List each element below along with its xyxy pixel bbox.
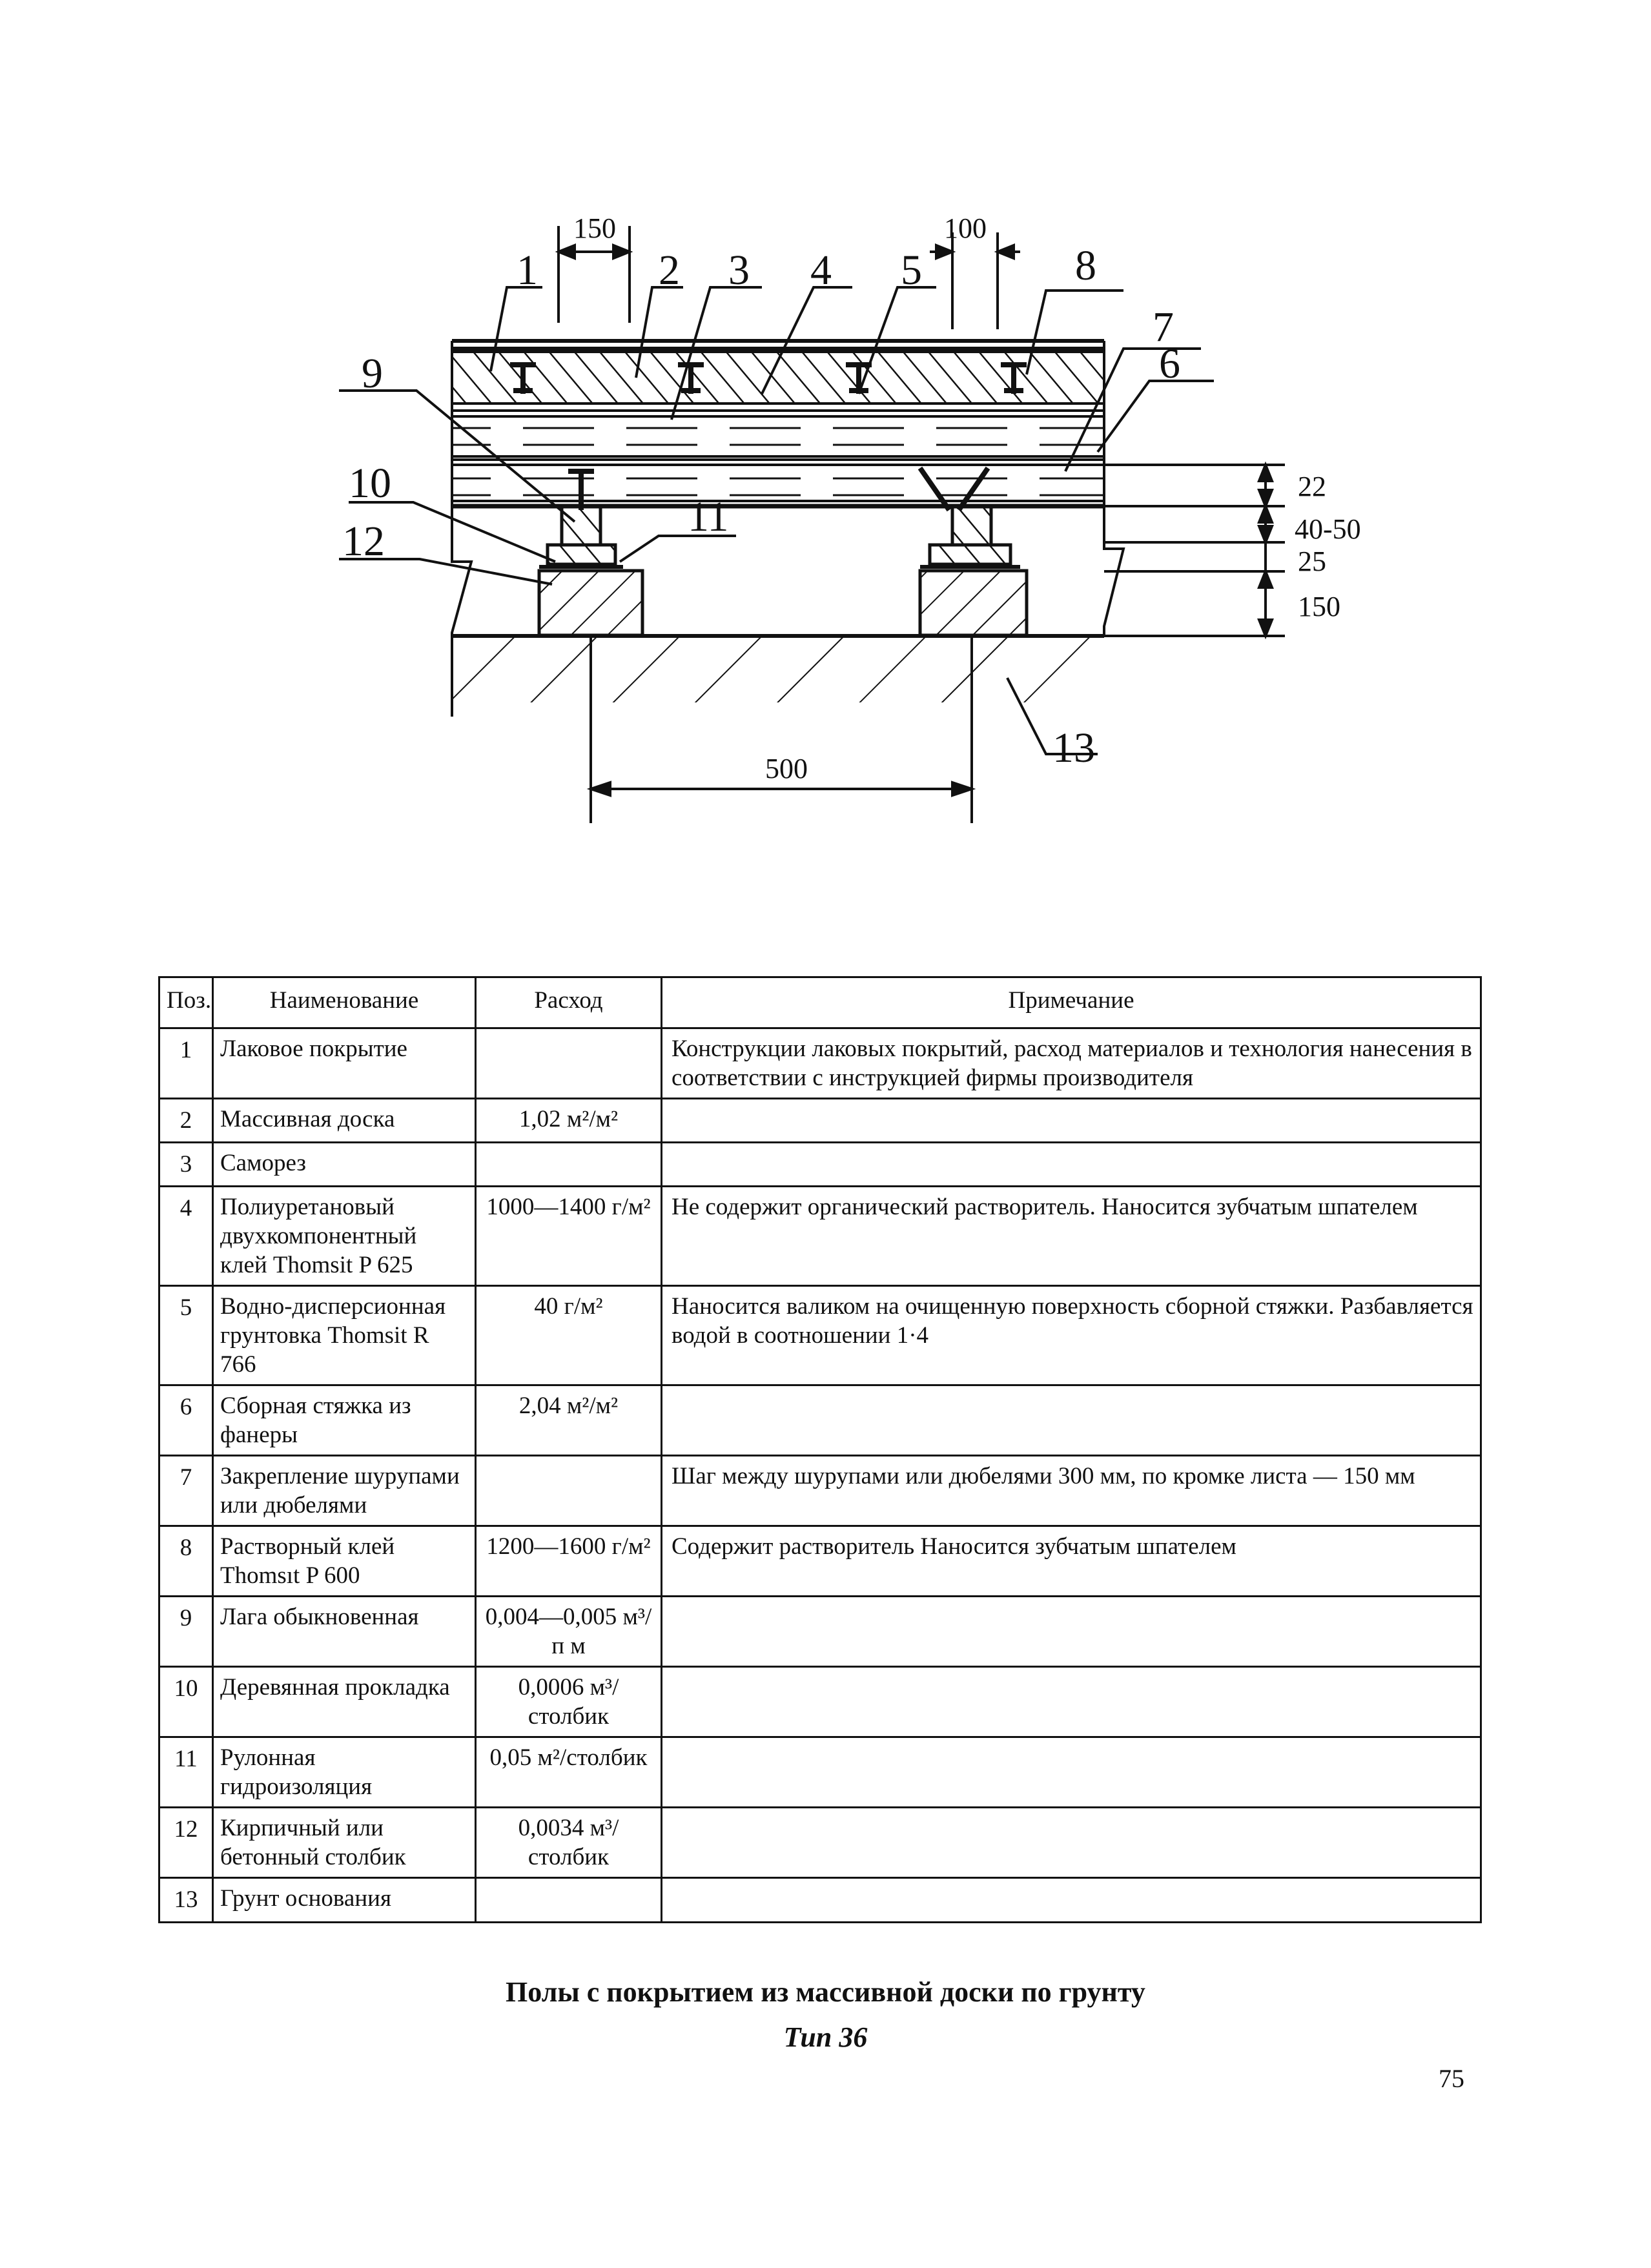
cell-note xyxy=(662,1737,1481,1808)
cell-note xyxy=(662,1385,1481,1456)
callout-7: 7 xyxy=(1153,303,1174,351)
callout-8: 8 xyxy=(1075,242,1096,289)
plywood-screed-upper xyxy=(452,416,1104,456)
cell-name: Растворный клей Thomsıt P 600 xyxy=(213,1526,476,1597)
header-name: Наименование xyxy=(213,977,476,1028)
table-row xyxy=(159,1597,1481,1667)
cell-name: Рулонная гидроизоляция xyxy=(213,1737,476,1808)
cell-pos: 4 xyxy=(159,1187,213,1286)
dimensions xyxy=(559,226,1285,823)
cell-name: Деревянная прокладка xyxy=(213,1667,476,1737)
header-pos: Поз. xyxy=(159,977,213,1028)
dim-25: 25 xyxy=(1298,546,1326,577)
cell-pos: 1 xyxy=(159,1028,213,1099)
callout-10: 10 xyxy=(349,460,391,507)
cell-rate xyxy=(476,1456,662,1526)
table-row xyxy=(159,1737,1481,1808)
cell-rate: 1200—1600 г/м² xyxy=(476,1526,662,1597)
cell-pos: 8 xyxy=(159,1526,213,1597)
specification-table xyxy=(158,976,1482,1923)
cell-rate: 2,04 м²/м² xyxy=(476,1385,662,1456)
cell-rate: 40 г/м² xyxy=(476,1286,662,1385)
callout-9: 9 xyxy=(362,350,383,397)
cell-rate: 1,02 м²/м² xyxy=(476,1099,662,1143)
page-title: Полы с покрытием из массивной доски по грунту xyxy=(506,1976,1145,2008)
cell-note xyxy=(662,1667,1481,1737)
callout-1: 1 xyxy=(517,247,538,294)
cell-pos: 7 xyxy=(159,1456,213,1526)
table-row xyxy=(159,1808,1481,1878)
cell-rate: 0,0006 м³/столбик xyxy=(476,1667,662,1737)
dim-100-top: 100 xyxy=(944,212,987,244)
cell-note: Шаг между шурупами или дюбелями 300 мм, по кромке листа — 150 мм xyxy=(662,1456,1481,1526)
page-subtitle: Тип 36 xyxy=(783,2021,868,2053)
support-right xyxy=(920,506,1027,635)
cell-rate: 0,0034 м³/столбик xyxy=(476,1808,662,1878)
floor-section-drawing xyxy=(0,0,1651,839)
cell-note: Наносится валиком на очищенную поверхность сборной стяжки. Разбавляется водой в соотношении 1·4 xyxy=(662,1286,1481,1385)
cell-name: Лаковое покрытие xyxy=(213,1028,476,1099)
callout-13: 13 xyxy=(1052,724,1095,771)
cell-pos: 10 xyxy=(159,1667,213,1737)
cell-pos: 12 xyxy=(159,1808,213,1878)
table-header-row xyxy=(159,977,1481,1028)
cell-name: Лага обыкновенная xyxy=(213,1597,476,1667)
dim-40-50: 40-50 xyxy=(1295,513,1361,545)
table-row xyxy=(159,1878,1481,1923)
cell-pos: 5 xyxy=(159,1286,213,1385)
support-left xyxy=(539,506,642,635)
callout-2: 2 xyxy=(659,247,680,294)
cell-rate: 0,05 м²/столбик xyxy=(476,1737,662,1808)
cell-note: Не содержит органический растворитель. Наносится зубчатым шпателем xyxy=(662,1187,1481,1286)
callout-3: 3 xyxy=(728,247,750,294)
cell-rate: 0,004—0,005 м³/п м xyxy=(476,1597,662,1667)
table-row xyxy=(159,1028,1481,1099)
dim-150-top: 150 xyxy=(573,212,616,244)
cell-name: Полиуретановый двухкомпонентный клей Thomsit P 625 xyxy=(213,1187,476,1286)
cell-note xyxy=(662,1878,1481,1923)
cell-name: Сборная стяжка из фанеры xyxy=(213,1385,476,1456)
cell-pos: 3 xyxy=(159,1143,213,1187)
cell-name: Закрепление шурупами или дюбелями xyxy=(213,1456,476,1526)
plywood-screed-lower xyxy=(452,465,1104,501)
ground-base xyxy=(452,636,1104,702)
table-row xyxy=(159,1143,1481,1187)
cell-rate xyxy=(476,1143,662,1187)
cell-note xyxy=(662,1597,1481,1667)
cell-note: Содержит растворитель Наносится зубчатым шпателем xyxy=(662,1526,1481,1597)
callout-11: 11 xyxy=(688,493,729,540)
cell-rate xyxy=(476,1028,662,1099)
callout-12: 12 xyxy=(342,518,385,565)
header-rate: Расход xyxy=(476,977,662,1028)
page-number: 75 xyxy=(1439,2064,1464,2093)
cell-note: Конструкции лаковых покрытий, расход материалов и технология нанесения в соответствии с инструкцией фирмы производителя xyxy=(662,1028,1481,1099)
table-row xyxy=(159,1667,1481,1737)
table-row xyxy=(159,1099,1481,1143)
cell-name: Водно-дисперсионная грунтовка Thomsit R 766 xyxy=(213,1286,476,1385)
cell-rate xyxy=(476,1878,662,1923)
dim-22: 22 xyxy=(1298,471,1326,502)
table-row xyxy=(159,1526,1481,1597)
cell-name: Кирпичный или бетонный столбик xyxy=(213,1808,476,1878)
callout-6: 6 xyxy=(1159,340,1180,387)
cell-pos: 9 xyxy=(159,1597,213,1667)
cell-pos: 2 xyxy=(159,1099,213,1143)
cell-pos: 11 xyxy=(159,1737,213,1808)
callout-4: 4 xyxy=(810,247,832,294)
cell-name: Массивная доска xyxy=(213,1099,476,1143)
cell-note xyxy=(662,1143,1481,1187)
cell-pos: 6 xyxy=(159,1385,213,1456)
cell-name: Саморез xyxy=(213,1143,476,1187)
dim-150-right: 150 xyxy=(1298,591,1340,622)
header-note: Примечание xyxy=(662,977,1481,1028)
callout-5: 5 xyxy=(901,247,922,294)
cell-name: Грунт основания xyxy=(213,1878,476,1923)
table-row xyxy=(159,1385,1481,1456)
cell-rate: 1000—1400 г/м² xyxy=(476,1187,662,1286)
cell-note xyxy=(662,1099,1481,1143)
table-row xyxy=(159,1456,1481,1526)
table-row xyxy=(159,1187,1481,1286)
table-row xyxy=(159,1286,1481,1385)
cell-note xyxy=(662,1808,1481,1878)
dim-500: 500 xyxy=(765,753,808,784)
cell-pos: 13 xyxy=(159,1878,213,1923)
